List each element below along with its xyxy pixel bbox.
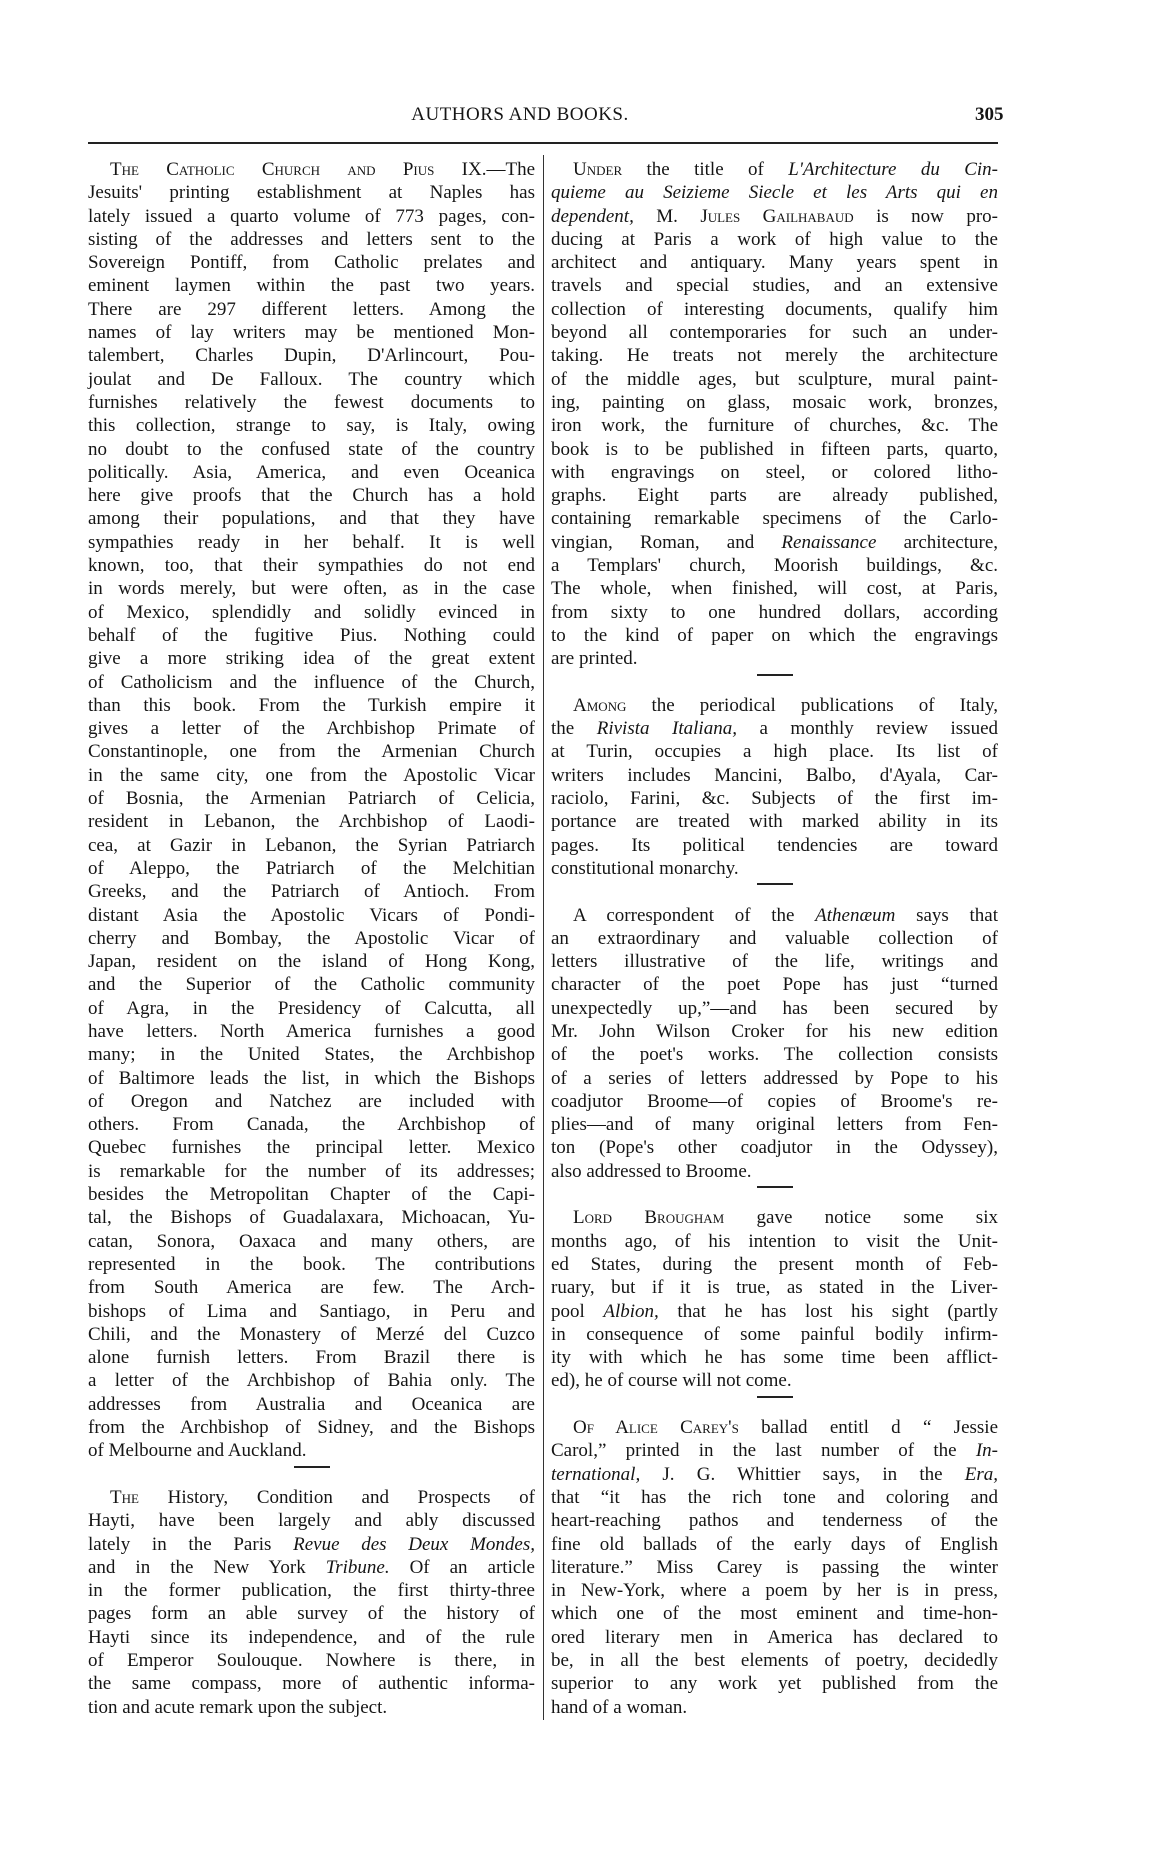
article-paragraph — [88, 1486, 535, 1719]
running-head-title: AUTHORS AND BOOKS. — [411, 104, 629, 125]
text-run: a monthly review issued — [736, 718, 998, 740]
text-line: names of lay writers may be mentioned Mon- — [88, 322, 535, 344]
text-run: vingian, Roman, and — [551, 531, 782, 553]
text-line: is remarkable for the number of its addresses; — [88, 1160, 535, 1182]
column-divider — [543, 155, 544, 1720]
text-run: and in the New York — [88, 1556, 326, 1578]
text-line: furnishes relatively the fewest documents to — [88, 391, 535, 413]
italic-title: Renaissance — [781, 531, 877, 553]
text-line — [551, 1463, 998, 1486]
text-line: Hayti since its independence, and of the rule — [88, 1626, 535, 1648]
section-separator-rule — [551, 671, 998, 694]
text-line: of Catholicism and the influence of the Church, — [88, 671, 535, 693]
text-line: Chili, and the Monastery of Merzé del Cuzco — [88, 1323, 535, 1345]
text-line: iron work, the furniture of churches, &c. The — [551, 415, 998, 437]
text-line: which one of the most eminent and time-hon- — [551, 1603, 998, 1625]
text-line: in New-York, where a poem by her is in press, — [551, 1580, 998, 1602]
text-line: this collection, strange to say, is Italy, owing — [88, 415, 535, 437]
text-run: that he has lost his sight (partly — [658, 1300, 998, 1322]
text-line: Greeks, and the Patriarch of Antioch. From — [88, 881, 535, 903]
italic-title: ternational, — [551, 1463, 641, 1485]
text-line: sisting of the addresses and letters sent to the — [88, 228, 535, 250]
text-line: a Templars' church, Moorish buildings, &c. — [551, 555, 998, 577]
text-line: of Oregon and Natchez are included with — [88, 1090, 535, 1112]
small-caps-lead: The Catholic Church and Pius — [110, 159, 435, 180]
text-line: in words merely, but were often, as in the case — [88, 578, 535, 600]
text-line: letters illustrative of the life, writings and — [551, 951, 998, 973]
italic-title: Tribune. — [325, 1556, 390, 1578]
text-line: graphs. Eight parts are already published, — [551, 485, 998, 507]
text-line: joulat and De Falloux. The country which — [88, 368, 535, 390]
text-line: the same compass, more of authentic informa- — [88, 1673, 535, 1695]
text-run: says that — [895, 904, 998, 926]
text-line: gives a letter of the Archbishop Primate of — [88, 718, 535, 740]
text-line: of Agra, in the Presidency of Calcutta, all — [88, 997, 535, 1019]
text-line: from sixty to one hundred dollars, according — [551, 601, 998, 623]
text-line: constitutional monarchy. — [551, 857, 739, 879]
text-line: superior to any work yet published from the — [551, 1673, 998, 1695]
italic-title: L'Architecture du Cin- — [788, 159, 998, 180]
text-line — [551, 1206, 998, 1229]
text-line: represented in the book. The contributions — [88, 1253, 535, 1275]
text-line: of Aleppo, the Patriarch of the Melchitian — [88, 857, 535, 879]
text-line: ing, painting on glass, mosaic work, bronzes, — [551, 391, 998, 413]
text-line: ed), he of course will not come. — [551, 1370, 792, 1392]
text-line: have letters. North America furnishes a good — [88, 1020, 535, 1042]
text-line: Quebec furnishes the principal letter. Mexico — [88, 1137, 535, 1159]
text-line: here give proofs that the Church has a hold — [88, 485, 535, 507]
text-line: in the same city, one from the Apostolic Vicar — [88, 764, 535, 786]
text-line: architect and antiquary. Many years spent in — [551, 252, 998, 274]
text-line: hand of a woman. — [551, 1696, 688, 1718]
section-separator-rule — [551, 1393, 998, 1416]
text-line: politically. Asia, America, and even Oceanica — [88, 461, 535, 483]
text-line: months ago, of his intention to visit the Unit- — [551, 1230, 998, 1252]
article-paragraph — [551, 1206, 998, 1392]
section-separator-rule — [88, 1463, 535, 1486]
article-paragraph — [551, 158, 998, 671]
text-line — [88, 158, 535, 181]
text-line: of Emperor Soulouque. Nowhere is there, in — [88, 1650, 535, 1671]
text-line: cherry and Bombay, the Apostolic Vicar of — [88, 927, 535, 949]
right-column — [551, 158, 998, 1719]
text-line: beyond all contemporaries for such an under- — [551, 322, 998, 344]
text-line: ored literary men in America has declared to — [551, 1626, 998, 1648]
text-line: Constantinople, one from the Armenian Church — [88, 741, 535, 763]
text-line: of Baltimore leads the list, in which the Bishops — [88, 1067, 535, 1089]
text-line: are printed. — [551, 648, 638, 670]
text-line: from South America are few. The Arch- — [88, 1277, 535, 1299]
text-line: a letter of the Archbishop of Bahia only. The — [88, 1370, 535, 1392]
text-line: character of the poet Pope has just “turned — [551, 974, 998, 996]
text-line: others. From Canada, the Archbishop of — [88, 1114, 535, 1136]
article-paragraph — [551, 904, 998, 1184]
text-line: to the kind of paper on which the engravings — [551, 624, 998, 646]
text-line: alone furnish letters. From Brazil there is — [88, 1347, 535, 1369]
article-paragraph — [551, 694, 998, 880]
article-paragraph — [551, 1416, 998, 1719]
text-line: sympathies ready in her behalf. It is well — [88, 531, 535, 553]
text-run: architecture, — [876, 531, 998, 553]
italic-title: quieme au Seizieme Siecle et les Arts qui en — [551, 182, 998, 204]
text-line: containing remarkable specimens of the Carlo- — [551, 508, 998, 530]
text-line: ed States, during the present month of Feb- — [551, 1253, 998, 1275]
text-line: of Bosnia, the Armenian Patriarch of Celicia, — [88, 788, 535, 810]
text-line: bishops of Lima and Santiago, in Peru and — [88, 1300, 535, 1322]
text-line — [551, 1439, 998, 1462]
text-line: in consequence of some painful bodily infirm- — [551, 1323, 998, 1345]
text-line: portance are treated with marked ability in its — [551, 811, 998, 833]
text-run: the — [551, 718, 597, 740]
text-line: plies—and of many original letters from Fen- — [551, 1114, 998, 1136]
text-line: at Turin, occupies a high place. Its list of — [551, 741, 998, 763]
text-line: and the Superior of the Catholic community — [88, 974, 535, 996]
text-line: taking. He treats not merely the architecture — [551, 345, 998, 367]
text-line — [88, 1556, 535, 1579]
text-line: The whole, when finished, will cost, at Paris, — [551, 578, 998, 600]
text-line: of the poet's works. The collection consists — [551, 1044, 998, 1066]
text-line: pages. Its political tendencies are toward — [551, 834, 998, 856]
italic-title: Albion, — [603, 1300, 659, 1322]
section-separator-rule — [551, 1183, 998, 1206]
text-run: M. — [633, 205, 701, 227]
text-line: also addressed to Broome. — [551, 1160, 752, 1182]
small-caps-lead: Of Alice Carey's — [573, 1417, 739, 1439]
text-run: History, Condition and Prospects of — [138, 1486, 535, 1508]
text-line: writers includes Mancini, Balbo, d'Ayala, Car- — [551, 764, 998, 786]
text-line: than this book. From the Turkish empire it — [88, 694, 535, 716]
text-line: tal, the Bishops of Guadalaxara, Michoacan, Yu- — [88, 1207, 535, 1229]
text-line — [551, 158, 998, 181]
text-line: no doubt to the confused state of the country — [88, 438, 535, 460]
text-line: be, in all the best elements of poetry, decidedly — [551, 1650, 998, 1671]
text-line: There are 297 different letters. Among the — [88, 298, 535, 320]
text-line: heart-reaching pathos and tenderness of the — [551, 1510, 998, 1532]
text-line: distant Asia the Apostolic Vicars of Pondi- — [88, 904, 535, 926]
text-line: eminent laymen within the past two years. — [88, 275, 535, 297]
text-line: addresses from Australia and Oceanica are — [88, 1393, 535, 1415]
text-run: J. G. Whittier says, in the — [640, 1463, 965, 1485]
text-run: the title of — [622, 159, 789, 180]
text-run: ballad entitl d “ Jessie — [738, 1417, 998, 1439]
text-line: Hayti, have been largely and ably discussed — [88, 1510, 535, 1532]
text-line: that “it has the rich tone and coloring and — [551, 1486, 998, 1508]
italic-title: Revue des Deux Mondes, — [293, 1533, 535, 1555]
text-run: pool — [551, 1300, 604, 1322]
article-paragraph — [88, 158, 535, 1463]
italic-title: Athenæum — [815, 904, 896, 926]
italic-title: In- — [975, 1440, 998, 1462]
text-line: of a series of letters addressed by Pope to his — [551, 1067, 998, 1089]
text-line: lately issued a quarto volume of 773 pages, con- — [88, 205, 535, 227]
text-line: from the Archbishop of Sidney, and the Bishops — [88, 1417, 535, 1439]
text-line — [88, 1533, 535, 1556]
text-line: collection of interesting documents, qualify him — [551, 298, 998, 320]
text-line: Mr. John Wilson Croker for his new edition — [551, 1020, 998, 1042]
text-line: give a more striking idea of the great extent — [88, 648, 535, 670]
text-line: tion and acute remark upon the subject. — [88, 1696, 388, 1718]
text-line: among their populations, and that they have — [88, 508, 535, 530]
text-line: travels and special studies, and an extensive — [551, 275, 998, 297]
text-line: book is to be published in fifteen parts, quarto, — [551, 438, 998, 460]
text-line: in the former publication, the first thirty-three — [88, 1580, 535, 1602]
italic-title: dependent, — [551, 205, 634, 227]
text-line: an extraordinary and valuable collection of — [551, 927, 998, 949]
text-line: of Mexico, splendidly and solidly evinced in — [88, 601, 535, 623]
text-line — [551, 181, 998, 204]
left-column — [88, 158, 535, 1719]
text-line: with engravings on steel, or colored litho- — [551, 461, 998, 483]
text-line: of Melbourne and Auckland. — [88, 1440, 307, 1462]
text-line — [551, 1300, 998, 1323]
text-line: Sovereign Pontiff, from Catholic prelates and — [88, 252, 535, 274]
text-line: resident in Lebanon, the Archbishop of Laodi- — [88, 811, 535, 833]
header-rule — [88, 142, 998, 144]
text-line: ton (Pope's other coadjutor in the Odyssey), — [551, 1137, 998, 1159]
text-line: catan, Sonora, Oaxaca and many others, are — [88, 1230, 535, 1252]
text-line: pages form an able survey of the history of — [88, 1603, 535, 1625]
text-line — [551, 531, 998, 554]
text-line: fine old ballads of the early days of English — [551, 1533, 998, 1555]
page-number: 305 — [975, 104, 1004, 125]
text-run: IX.—The — [434, 159, 535, 180]
text-line — [551, 694, 998, 717]
text-run: the periodical publications of Italy, — [626, 694, 998, 716]
text-line: coadjutor Broome—of copies of Broome's re- — [551, 1090, 998, 1112]
text-line — [551, 717, 998, 740]
text-line — [551, 904, 998, 927]
text-line — [88, 1486, 535, 1509]
text-line: behalf of the fugitive Pius. Nothing could — [88, 624, 535, 646]
text-line: unexpectedly up,”—and has been secured by — [551, 997, 998, 1019]
text-line: literature.” Miss Carey is passing the winter — [551, 1556, 998, 1578]
text-line: ducing at Paris a work of high value to the — [551, 228, 998, 250]
small-caps-lead: Under — [573, 159, 623, 180]
text-line: besides the Metropolitan Chapter of the Capi- — [88, 1184, 535, 1206]
text-line: cea, at Gazir in Lebanon, the Syrian Patriarch — [88, 834, 535, 856]
text-run: gave notice some six — [724, 1207, 998, 1229]
small-caps-lead: Lord Brougham — [573, 1207, 725, 1229]
text-run: is now pro- — [853, 205, 998, 227]
text-line: ity with which he has some time been afflict- — [551, 1347, 998, 1369]
text-line: talembert, Charles Dupin, D'Arlincourt, Pou- — [88, 345, 535, 367]
text-line — [551, 205, 998, 228]
text-line: raciolo, Farini, &c. Subjects of the first im- — [551, 788, 998, 810]
text-line: many; in the United States, the Archbishop — [88, 1044, 535, 1066]
small-caps-lead: Jules Gailhabaud — [700, 205, 854, 227]
text-run: A correspondent of the — [573, 904, 816, 926]
text-run: lately in the Paris — [88, 1533, 294, 1555]
italic-title: Rivista Italiana, — [596, 718, 737, 740]
text-line: Japan, resident on the island of Hong Kong, — [88, 951, 535, 973]
text-run: Of an article — [389, 1556, 535, 1578]
text-run: Carol,” printed in the last number of the — [551, 1440, 976, 1462]
text-line: Jesuits' printing establishment at Naples has — [88, 182, 535, 204]
small-caps-lead: Among — [573, 694, 627, 716]
text-line: of the middle ages, but sculpture, mural paint- — [551, 368, 998, 390]
italic-title: Era, — [964, 1463, 998, 1485]
text-line: known, too, that their sympathies do not end — [88, 555, 535, 577]
section-separator-rule — [551, 880, 998, 903]
text-line: ruary, but if it is true, as stated in the Liver- — [551, 1277, 998, 1299]
text-line — [551, 1416, 998, 1439]
small-caps-lead: The — [110, 1486, 139, 1508]
